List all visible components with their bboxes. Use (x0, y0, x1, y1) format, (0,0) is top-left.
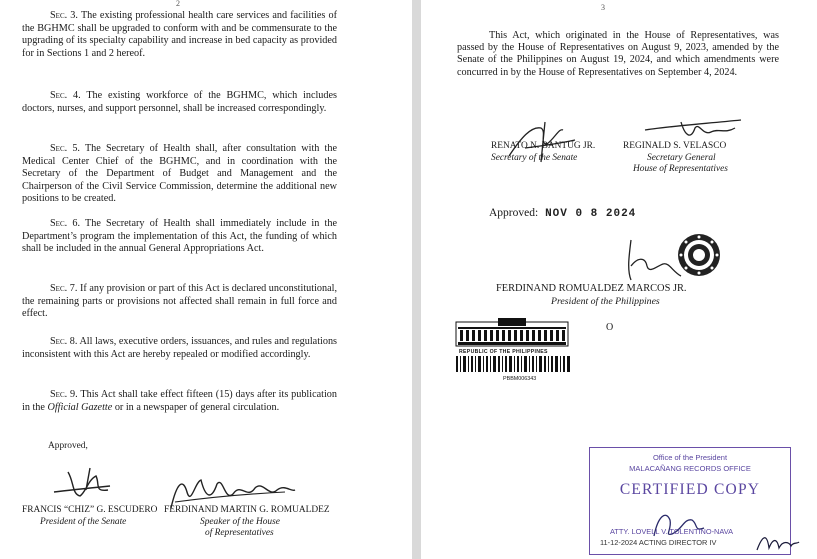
section-text: All laws, executive orders, issuances, and rules and regulations inconsistent with this Act are hereby repealed or modified accordingly. (22, 336, 338, 360)
stamp-attorney: ATTY. LOVELL V. TOLENTINO-NAVA (610, 527, 734, 536)
presidential-seal-icon (676, 232, 722, 278)
section-text: The Secretary of Health shall immediately include in the Department’s program the implementation of this Act, the funding of which shall be included in the annual General Appropriations Act. (22, 218, 337, 255)
approved-label: Approved, (48, 441, 88, 451)
velasco-title-line2: House of Representatives (633, 164, 728, 174)
right-page (421, 0, 817, 559)
page-number: 3 (601, 3, 605, 12)
bantug-name: RENATO N. BANTUG JR. (491, 141, 596, 151)
section-label: Sec. 7. (50, 283, 78, 294)
section-3 (22, 10, 337, 60)
romualdez-title-line2: of Representatives (205, 528, 274, 538)
velasco-name: REGINALD S. VELASCO (623, 141, 727, 151)
section-text: This Act shall take effect fifteen (15) days after its publication in the (22, 389, 337, 413)
barcode-number: PBBM006343 (503, 376, 537, 382)
section-9 (22, 389, 337, 414)
escudero-name: FRANCIS “CHIZ” G. ESCUDERO (22, 505, 158, 515)
section-label: Sec. 9. (50, 389, 78, 400)
stray-mark: O (606, 322, 614, 333)
velasco-title-line1: Secretary General (647, 153, 716, 163)
approved-date: NOV 0 8 2024 (545, 208, 637, 220)
stamp-date-position: 11-12-2024 ACTING DIRECTOR IV (600, 538, 717, 547)
barcode-caption: REPUBLIC OF THE PHILIPPINES (459, 349, 548, 355)
stamp-office: Office of the President (652, 453, 728, 462)
section-5 (22, 143, 337, 206)
act-origin-paragraph (457, 30, 779, 79)
section-label: Sec. 3. (50, 10, 78, 21)
section-label: Sec. 5. (50, 143, 80, 154)
section-text: The existing workforce of the BGHMC, which includes doctors, nurses, and support personnel, shall be increased correspondingly. (22, 90, 337, 114)
section-6 (22, 218, 337, 256)
stamp-certified-copy: CERTIFIED COPY (619, 481, 761, 498)
escudero-signature (50, 462, 130, 502)
president-title: President of the Philippines (551, 296, 660, 307)
stamp-records-office: MALACAÑANG RECORDS OFFICE (629, 464, 751, 473)
initials-signature (755, 530, 801, 554)
section-label: Sec. 4. (50, 90, 81, 101)
section-text: The existing professional health care services and facilities of the BGHMC shall be upgraded to conform with and be commensurate to the upgrading of its specialty capability and increase in bed capacity as provided for in Sections 1 and 2 hereof. (22, 10, 337, 59)
stamp-signature (648, 506, 708, 542)
section-label: Sec. 6. (50, 218, 80, 229)
escudero-title: President of the Senate (40, 517, 127, 527)
approved-label: Approved: (489, 207, 539, 219)
section-4 (22, 90, 337, 115)
section-8 (22, 336, 337, 361)
section-7 (22, 283, 337, 321)
section-text: The Secretary of Health shall, after consultation with the Medical Center Chief of the BGHMC, and in coordination with the Secretary of the Department of Budget and Management and the Chairperson of the Civil Service Commission, determine the additional new positions to be created. (22, 143, 337, 205)
approved-line (489, 207, 636, 220)
romualdez-title-line1: Speaker of the House (200, 517, 280, 527)
section-text-end: or in a newspaper of general circulation. (112, 401, 280, 413)
section-text: If any provision or part of this Act is declared unconstitutional, the remaining parts or provisions not affected shall remain in full force and effect. (22, 283, 337, 320)
bantug-title: Secretary of the Senate (491, 153, 578, 163)
section-label: Sec. 8. (50, 336, 78, 347)
act-origin-text: This Act, which originated in the House of Representatives, was passed by the House of Representatives on August 9, 2023, amended by the Senate of the Philippines on August 19, 2024, and which amendments were concurred in by the House of Representatives on September 4, 2024. (457, 30, 779, 78)
romualdez-name: FERDINAND MARTIN G. ROMUALDEZ (164, 505, 330, 515)
president-name: FERDINAND ROMUALDEZ MARCOS JR. (496, 283, 687, 294)
page-number: 2 (176, 0, 180, 8)
official-gazette: Official Gazette (47, 401, 113, 413)
